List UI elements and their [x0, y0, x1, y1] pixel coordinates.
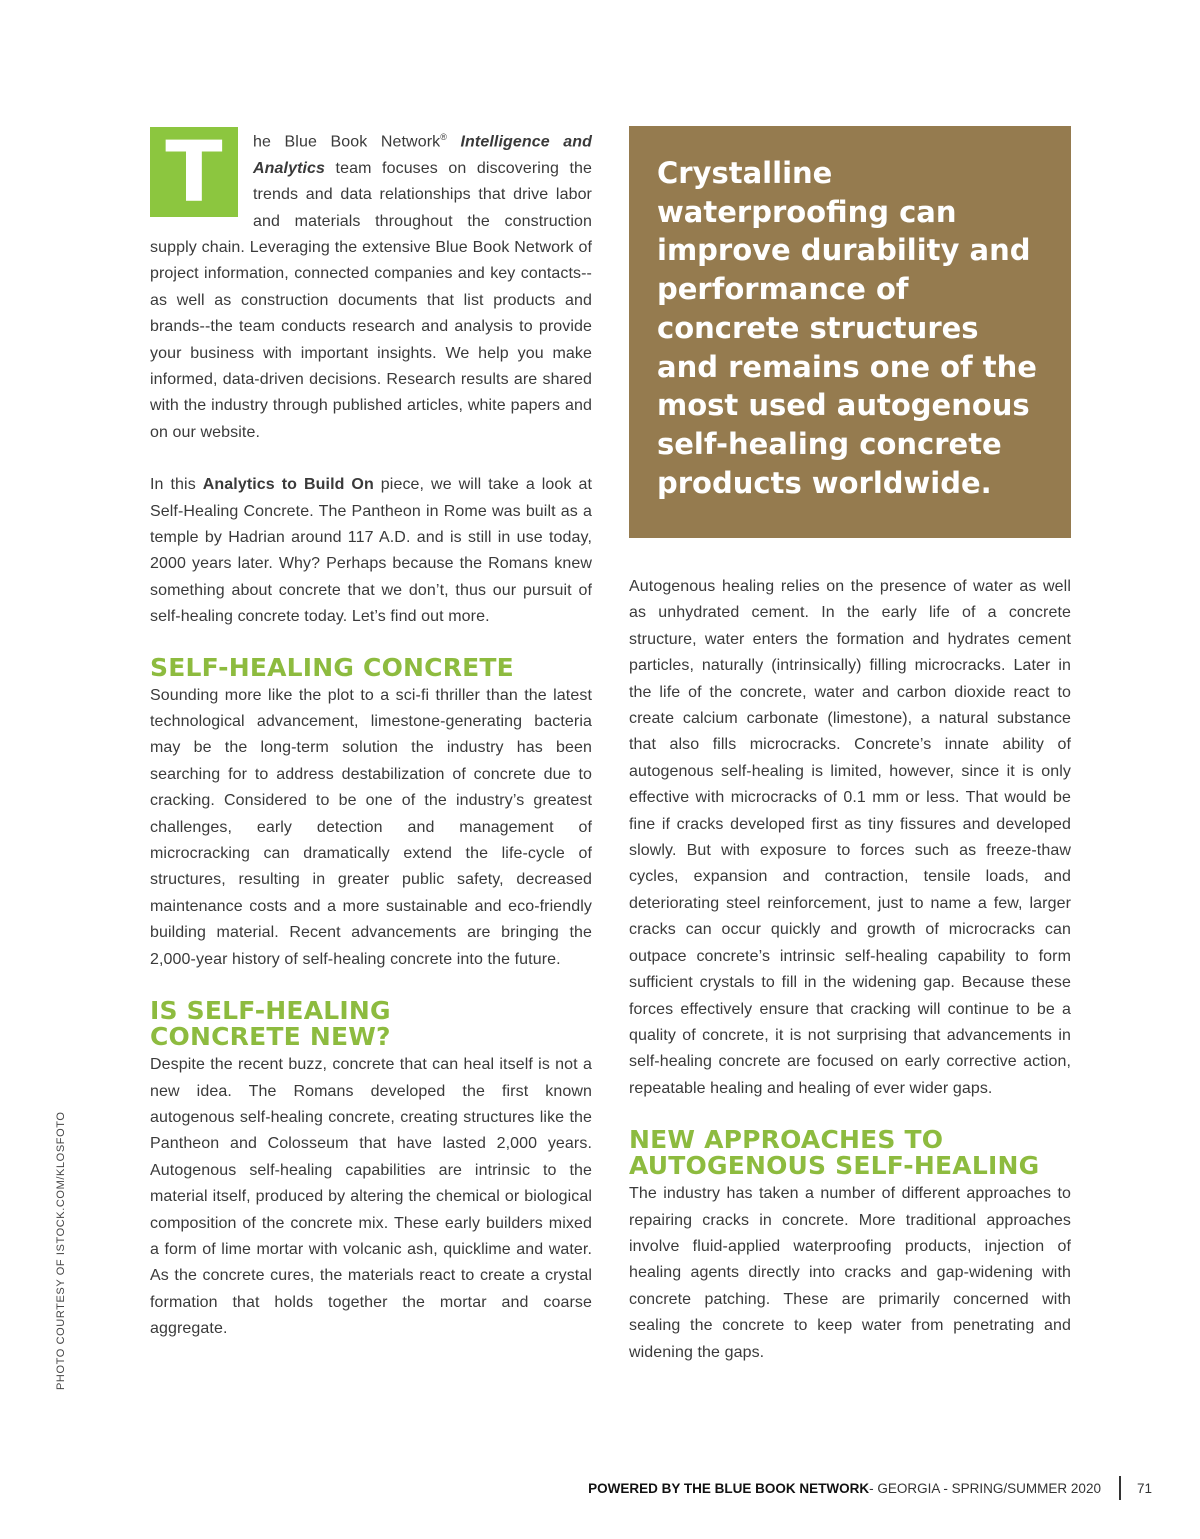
- analytics-text-start: In this: [150, 476, 203, 494]
- footer-divider: [1119, 1476, 1121, 1500]
- intro-text-rest: team focuses on discovering the trends and data relationships that drive labor and materials throughout the construction supply chain. Leveraging the extensive Blue Book Network of project information, connected companies and key contacts--as well as construction documents that list products and brands--the team conducts research and analysis to provide your business with important insights. We help you make informed, data-driven decisions. Research results are shared with the industry through published articles, white papers and on our website.: [150, 159, 592, 441]
- intro-text-start: he Blue Book Network: [253, 133, 441, 151]
- heading-line-1: IS SELF-HEALING: [150, 996, 391, 1026]
- registered-mark: ®: [440, 132, 447, 142]
- section-heading-self-healing: SELF-HEALING CONCRETE: [150, 652, 514, 682]
- pull-quote-box: [629, 126, 1071, 538]
- section-heading-new-approaches: [629, 1127, 1071, 1179]
- heading-line-2: AUTOGENOUS SELF-HEALING: [629, 1151, 1040, 1181]
- heading-line-2: CONCRETE NEW?: [150, 1022, 391, 1052]
- footer-publisher: POWERED BY THE BLUE BOOK NETWORK: [588, 1480, 870, 1496]
- pull-quote-text: Crystalline waterproofing can improve durability and performance of concrete structures and remains one of the most used autogenous self-healing concrete products worldwide.: [657, 156, 1037, 500]
- autogenous-healing-paragraph: Autogenous healing relies on the presence of water as well as unhydrated cement. In the early life of a concrete structure, water enters the formation and hydrates cement particles, naturally (intrinsically) filling microcracks. Later in the life of the concrete, water and carbon dioxide react to create calcium carbonate (limestone), a natural substance that also fills microcracks. Concrete’s innate ability of autogenous self-healing is limited, however, since it is only effective with microcracks of 0.1 mm or less. That would be fine if cracks developed first as tiny fissures and developed slowly. But with exposure to forces such as freeze-thaw cycles, expansion and contraction, tensile loads, and deteriorating steel reinforcement, just to name a few, larger cracks can occur quickly and growth of microcracks can outpace concrete’s intrinsic self-healing capability to form sufficient crystals to fill in the widening gap. Because these forces effectively ensure that cracking will continue to be a quality of concrete, it is not surprising that advancements in self-healing concrete are focused on early corrective action, repeatable healing and healing of ever wider gaps.: [629, 578, 1071, 1097]
- section-body-self-healing: Sounding more like the plot to a sci-fi thriller than the latest technological advancement, limestone-generating bacteria may be the long-term solution the industry has been searching for to address destabilization of concrete due to cracking. Considered to be one of the industry’s greatest challenges, early detection and management of microcracking can dramatically extend the life-cycle of structures, resulting in greater public safety, decreased maintenance costs and a more sustainable and eco-friendly building material. Recent advancements are bringing the 2,000-year history of self-healing concrete into the future.: [150, 686, 592, 968]
- analytics-bold-title: Analytics to Build On: [202, 476, 374, 494]
- right-column: [629, 574, 1071, 1366]
- intro-emphasis: Intelligence and Analytics: [253, 133, 593, 177]
- section-body-is-new: Despite the recent buzz, concrete that can heal itself is not a new idea. The Romans developed the first known autogenous self-healing concrete, creating structures like the Pantheon and Colosseum that have lasted 2,000 years. Autogenous self-healing capabilities are intrinsic to the material itself, produced by altering the chemical or biological composition of the concrete mix. These early builders mixed a form of lime mortar with volcanic ash, quicklime and water. As the concrete cures, the materials react to create a crystal formation that holds together the mortar and coarse aggregate.: [150, 1056, 592, 1338]
- dropcap-letter: T: [150, 127, 238, 217]
- footer-edition: - GEORGIA - SPRING/SUMMER 2020: [869, 1480, 1101, 1496]
- heading-line-1: NEW APPROACHES TO: [629, 1125, 944, 1155]
- section-body-new-approaches: The industry has taken a number of different approaches to repairing cracks in concrete. More traditional approaches involve fluid-applied waterproofing products, injection of healing agents directly into cracks and gap-widening with concrete patching. These are primarily concerned with sealing the concrete to keep water from penetrating and widening the gaps.: [629, 1185, 1071, 1361]
- section-heading-is-new: [150, 998, 592, 1050]
- page-footer: [588, 1476, 1152, 1500]
- photo-credit: PHOTO COURTESY OF ISTOCK.COM/KLOSFOTO: [55, 1111, 67, 1390]
- analytics-text-rest: piece, we will take a look at Self-Healing Concrete. The Pantheon in Rome was built as a temple by Hadrian around 117 A.D. and is still in use today, 2000 years later. Why? Perhaps because the Romans knew something about concrete that we don’t, thus our pursuit of self-healing concrete today. Let’s find out more.: [150, 476, 593, 626]
- page-number: 71: [1136, 1480, 1152, 1496]
- left-column: [150, 124, 592, 1343]
- analytics-paragraph: [150, 472, 592, 630]
